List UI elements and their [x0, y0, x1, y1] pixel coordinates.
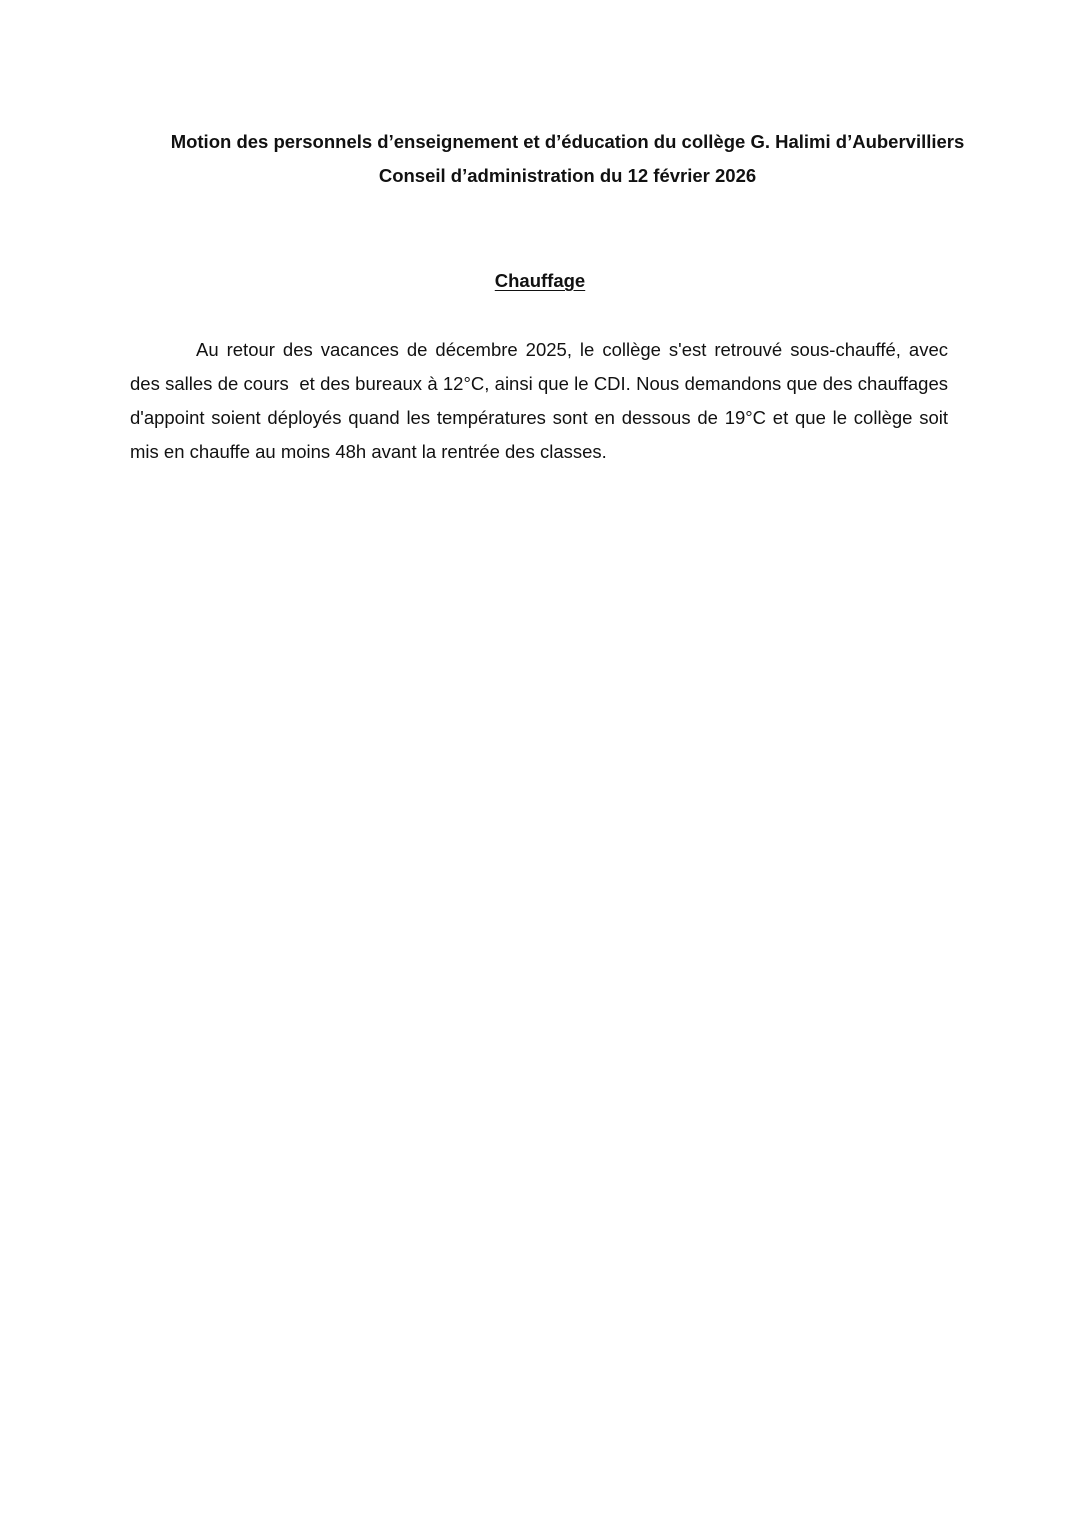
council-date-subtitle: Conseil d’administration du 12 février 2026	[378, 165, 757, 186]
motion-body-paragraph: Au retour des vacances de décembre 2025, le collège s'est retrouvé sous-chauffé, avec des salles de cours et des bureaux à 12°C, ainsi que le CDI. Nous demandons que des chauffages d'appoint soient déployés quand les températures sont en dessous de 19°C et que le collège soit mis en chauffe au moins 48h avant la rentrée des classes.	[130, 339, 954, 462]
document-header	[60, 125, 1075, 193]
section-title-chauffage: Chauffage	[494, 270, 586, 291]
motion-title: Motion des personnels d’enseignement et d’éducation du collège G. Halimi d’Aubervilliers	[170, 131, 965, 152]
